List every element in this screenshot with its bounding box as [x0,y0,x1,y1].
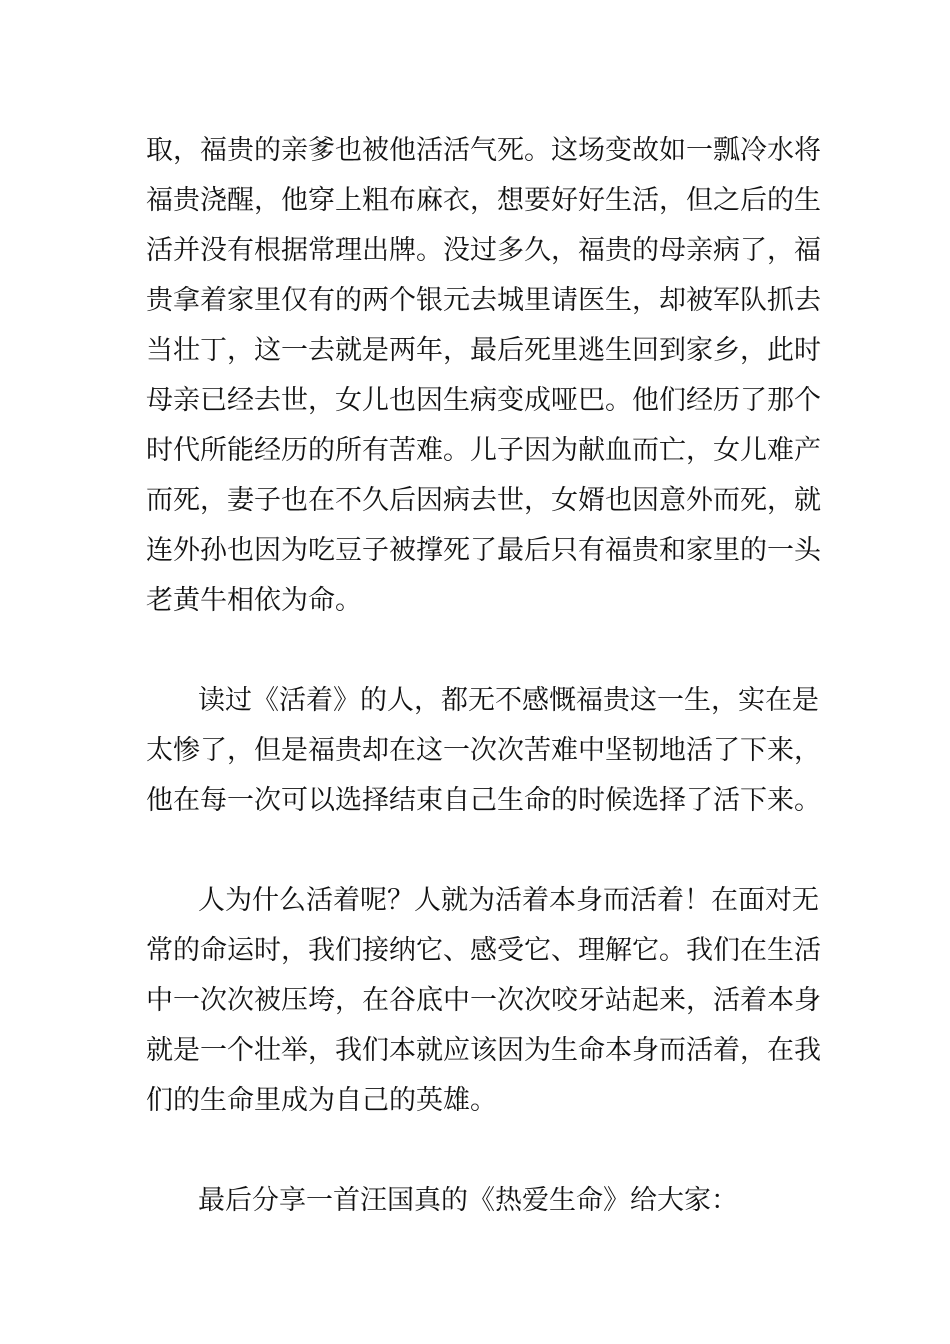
text-line: 们的生命里成为自己的英雄。 [146,1085,497,1116]
text-line: 时代所能经历的所有苦难。儿子因为献血而亡，女儿难产 [146,435,821,466]
text-line: 而死，妻子也在不久后因病去世，女婿也因意外而死，就 [146,485,821,516]
text-line: 取，福贵的亲爹也被他活活气死。这场变故如一瓢冷水将 [146,135,821,166]
text-line: 贵拿着家里仅有的两个银元去城里请医生，却被军队抓去 [146,285,821,316]
paragraph-spacer [146,626,808,676]
paragraph-2 [146,676,821,826]
text-line: 就是一个壮举，我们本就应该因为生命本身而活着，在我 [146,1035,821,1066]
paragraph-spacer [146,1126,808,1176]
text-line: 中一次次被压垮，在谷底中一次次咬牙站起来，活着本身 [146,985,821,1016]
text-line: 母亲已经去世，女儿也因生病变成哑巴。他们经历了那个 [146,385,821,416]
text-line: 老黄牛相依为命。 [146,585,362,616]
paragraph-1 [146,126,821,626]
text-line: 太惨了，但是福贵却在这一次次苦难中坚韧地活了下来， [146,735,821,766]
text-line: 福贵浇醒，他穿上粗布麻衣，想要好好生活，但之后的生 [146,185,821,216]
text-line: 连外孙也因为吃豆子被撑死了最后只有福贵和家里的一头 [146,535,821,566]
text-line: 最后分享一首汪国真的《热爱生命》给大家： [198,1185,738,1216]
text-line: 读过《活着》的人，都无不感慨福贵这一生，实在是 [198,685,819,716]
text-line: 活并没有根据常理出牌。没过多久，福贵的母亲病了，福 [146,235,821,266]
paragraph-4 [146,1176,808,1226]
text-line: 人为什么活着呢？人就为活着本身而活着！在面对无 [198,885,819,916]
paragraph-3 [146,876,821,1126]
document-body [146,126,821,1226]
paragraph-spacer [146,826,808,876]
text-line: 当壮丁，这一去就是两年，最后死里逃生回到家乡，此时 [146,335,821,366]
text-line: 他在每一次可以选择结束自己生命的时候选择了活下来。 [146,785,821,816]
text-line: 常的命运时，我们接纳它、感受它、理解它。我们在生活 [146,935,821,966]
